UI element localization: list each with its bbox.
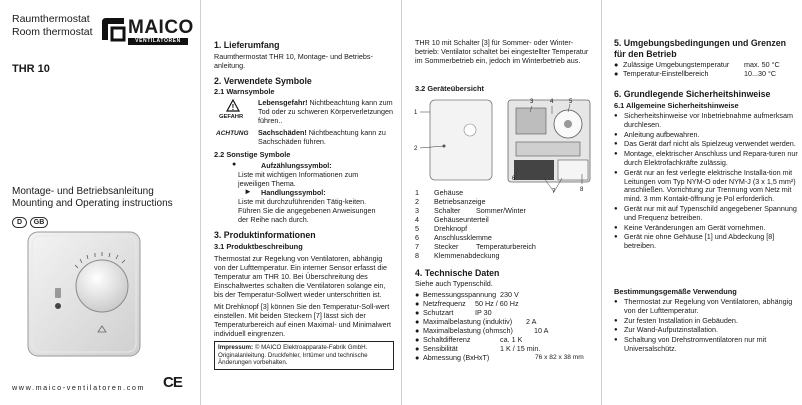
parts-legend — [415, 188, 595, 260]
danger-text: Nichtbeachtung kann zum Tod oder zu schweren Körperverletzungen führen.. — [258, 98, 394, 125]
part-name: Anschlussklemme — [434, 233, 492, 242]
column-4 — [601, 0, 802, 405]
danger-bold: Lebensgefahr! — [258, 98, 308, 107]
attention-description — [258, 128, 394, 146]
impressum-text: © MAICO Elektroapparate-Fabrik GmbH. Originalanleitung. Druckfehler, Irrtümer und technische Änderungen vorbehalten. — [218, 344, 368, 367]
callout-8: 8 — [580, 187, 584, 193]
part-name: Schalter — [434, 206, 461, 215]
part-num: 5 — [415, 224, 419, 233]
spec-value: 50 Hz / 60 Hz — [475, 299, 519, 308]
safety-list — [614, 112, 800, 252]
manual-title-de: Montage- und Betriebsanleitung — [12, 186, 154, 197]
spec-value: ca. 1 K — [500, 335, 523, 344]
section-5-title: 5. Umgebungsbedingungen und Grenzen für den Betrieb — [614, 38, 787, 59]
section-3-title: 3. Produktinformationen — [214, 230, 316, 240]
part-num: 4 — [415, 215, 419, 224]
spec-row: ● Netzfrequenz 50 Hz / 60 Hz — [415, 299, 519, 308]
safety-item: ● Anleitung aufbewahren. — [614, 131, 800, 140]
attention-bold: Sachschäden! — [258, 128, 307, 137]
safety-item: ● Gerät nur mit auf Typenschild angegebener Spannung und Frequenz betreiben. — [614, 205, 800, 223]
use-item: ● Zur Wand-Aufputzinstallation. — [614, 326, 800, 335]
section-3-2-title: 3.2 Geräteübersicht — [415, 84, 485, 93]
spec-value: 10 A — [534, 326, 549, 335]
section-2-2-title: 2.2 Sonstige Symbole — [214, 150, 291, 159]
callout-4: 4 — [550, 99, 554, 105]
part-num: 8 — [415, 251, 419, 260]
spec-label: Netzfrequenz — [423, 299, 466, 308]
callout-1: 1 — [414, 110, 418, 116]
column-2 — [200, 0, 400, 405]
part-row — [415, 206, 595, 215]
part-row — [415, 242, 595, 251]
callout-7: 7 — [552, 189, 556, 194]
manual-title-en: Mounting and Operating instructions — [12, 198, 173, 209]
intended-use-list — [614, 298, 800, 355]
section-1-text: Raumthermostat THR 10, Montage- und Betriebs-anleitung. — [214, 52, 373, 70]
list-symbol-bold: Aufzählungssymbol: — [261, 161, 332, 170]
env-label: Zulässige Umgebungstemperatur — [623, 60, 730, 69]
part-extra: Sommer/Winter — [476, 206, 526, 215]
spec-label: Maximalbelastung (ohmsch) — [423, 326, 513, 335]
lang-badge-d: D — [12, 217, 27, 228]
spec-row: ● Sensibilität 1 K / 15 min. — [415, 344, 541, 353]
spec-label: Schaltdifferenz — [423, 335, 471, 344]
spec-value: 230 V — [500, 290, 519, 299]
section-6-1-title: 6.1 Allgemeine Sicherheitshinweise — [614, 101, 739, 110]
part-row — [415, 224, 595, 233]
section-2-1-title: 2.1 Warnsymbole — [214, 87, 275, 96]
brand-sub: VENTILATOREN — [128, 38, 188, 45]
spec-value: IP 30 — [475, 308, 492, 317]
safety-item: ● Sicherheitshinweise vor Inbetriebnahme aufmerksam durchlesen. — [614, 112, 800, 130]
part-extra: Temperaturbereich — [476, 242, 536, 251]
env-value: max. 50 °C — [744, 60, 780, 69]
part-name: Stecker — [434, 242, 459, 251]
warning-triangle-icon — [226, 99, 240, 112]
spec-row: ● Maximalbelastung (induktiv) 2 A — [415, 317, 537, 326]
spec-row: ● Abmessung (BxHxT) 76 x 82 x 38 mm — [415, 353, 584, 362]
maico-logo-mark-icon — [100, 16, 126, 42]
spec-label: Schutzart — [423, 308, 454, 317]
lang-badge-gb: GB — [30, 217, 48, 228]
spec-label: Bemessungsspannung — [423, 290, 497, 299]
use-item: ● Schaltung von Drehstromventilatoren nur mit Universalschütz. — [614, 336, 800, 354]
spec-value: 2 A — [526, 317, 537, 326]
part-name: Betriebsanzeige — [434, 197, 486, 206]
intro-text: THR 10 mit Schalter [3] für Sommer- oder Winter-betrieb: Ventilator schaltet bei eingestellter Temperatur im Sommerbetrieb ein, jedoch im Winterbetrieb aus. — [415, 38, 589, 65]
env-row: ● Temperatur-Einstellbereich 10...30 °C — [614, 69, 777, 78]
safety-item: ● Gerät nur an fest verlegte elektrische Installa-tion mit Leitungen vom Typ NYM-O oder NYM-J (3 x 1,5 mm²) anschließen. Vorrichtung zur Trennung vom Netz mit mind. 3 mm Kontakt-öffnung je Pol erforderlich. — [614, 169, 800, 204]
part-num: 6 — [415, 233, 419, 242]
spec-row: ● Schaltdifferenz ca. 1 K — [415, 335, 523, 344]
part-row — [415, 188, 595, 197]
safety-item: ● Keine Veränderungen am Gerät vornehmen. — [614, 224, 800, 233]
attention-label: ACHTUNG — [216, 130, 249, 137]
language-badges — [12, 211, 51, 229]
use-item: ● Zur festen Installation in Gebäuden. — [614, 317, 800, 326]
danger-description — [258, 98, 394, 125]
spec-label: Maximalbelastung (induktiv) — [423, 317, 513, 326]
env-label: Temperatur-Einstellbereich — [623, 69, 709, 78]
section-6-title: 6. Grundlegende Sicherheitshinweise — [614, 89, 771, 99]
safety-item: ● Das Gerät darf nicht als Spielzeug verwendet werden. — [614, 140, 800, 149]
impressum-bold: Impressum: — [218, 344, 254, 351]
part-num: 1 — [415, 188, 419, 197]
title-de: Raumthermostat — [12, 13, 90, 25]
part-name: Drehknopf — [434, 224, 468, 233]
cover-column — [0, 0, 200, 405]
callout-2: 2 — [414, 146, 418, 152]
spec-row: ● Maximalbelastung (ohmsch) 10 A — [415, 326, 549, 335]
env-row: ● Zulässige Umgebungstemperatur max. 50 °C — [614, 60, 780, 69]
part-row — [415, 215, 595, 224]
device-overview-diagram — [412, 94, 598, 194]
env-list — [614, 60, 802, 78]
part-row — [415, 251, 595, 260]
website-url[interactable]: www.maico-ventilatoren.com — [12, 383, 146, 392]
spec-row: ● Bemessungsspannung 230 V — [415, 290, 519, 299]
part-row — [415, 197, 595, 206]
spec-value: 76 x 82 x 38 mm — [535, 354, 584, 361]
action-symbol-bold: Handlungssymbol: — [261, 188, 326, 197]
part-row — [415, 233, 595, 242]
ce-mark: CE — [163, 374, 182, 391]
part-name: Klemmenabdeckung — [434, 251, 500, 260]
attention-text: Nichtbeachtung kann zu Sachschäden führen. — [258, 128, 386, 146]
list-symbol-text: Liste mit wichtigen Informationen zum jeweiligen Thema. — [238, 170, 359, 188]
danger-label: GEFAHR — [219, 114, 244, 120]
spec-value: 1 K / 15 min. — [500, 344, 541, 353]
part-num: 7 — [415, 242, 419, 251]
maico-logo — [100, 14, 194, 54]
spec-row: ● Schutzart IP 30 — [415, 308, 492, 317]
bullet-symbol-icon: ● — [232, 161, 237, 168]
section-3-1-paragraph-1: Thermostat zur Regelung von Ventilatoren, abhängig von der Lufttemperatur. Ein interner Sensor erfasst die Temperatur am THR 10. Bei Überschreitung des Einschaltwertes schalten die Ventilatoren solange ein, bis der Temperatur-Sollwert wieder unterschritten ist. — [214, 254, 387, 299]
section-4-title: 4. Technische Daten — [415, 268, 500, 278]
action-symbol-icon: ► — [244, 187, 252, 196]
section-4-subtitle: Siehe auch Typenschild. — [415, 279, 493, 288]
intended-use-title: Bestimmungsgemäße Verwendung — [614, 287, 737, 296]
spec-label: Sensibilität — [423, 344, 458, 353]
part-num: 3 — [415, 206, 419, 215]
callout-3: 3 — [530, 99, 534, 105]
section-3-1-paragraph-2: Mit Drehknopf [3] können Sie den Temperatur-Soll-wert einstellen. Mit beiden Steckern [7] lässt sich der Temperaturbereich auf einen Maximal- und Minimalwert individuell eingrenzen. — [214, 302, 391, 338]
section-3-1-title: 3.1 Produktbeschreibung — [214, 242, 303, 251]
callout-5: 5 — [569, 99, 573, 105]
spec-list — [415, 290, 600, 362]
action-symbol-text: Liste mit durchzuführenden Tätig-keiten. Führen Sie die angegebenen Anweisungen der Reihe nach durch. — [238, 197, 376, 224]
svg-text:!: ! — [231, 103, 235, 112]
env-value: 10...30 °C — [744, 69, 777, 78]
impressum-box — [214, 341, 394, 370]
safety-item: ● Montage, elektrischer Anschluss und Repara-turen nur durch Elektrofachkräfte zulässig. — [614, 150, 800, 168]
section-1-title: 1. Lieferumfang — [214, 40, 280, 50]
thermostat-photo — [18, 228, 146, 363]
safety-item: ● Gerät nie ohne Gehäuse [1] und Abdeckung [8] betreiben. — [614, 233, 800, 251]
column-3 — [401, 0, 601, 405]
callout-6: 6 — [512, 176, 516, 182]
model-title: THR 10 — [12, 63, 50, 75]
section-2-title: 2. Verwendete Symbole — [214, 76, 312, 86]
part-name: Gehäuse — [434, 188, 464, 197]
part-name: Gehäuseunterteil — [434, 215, 489, 224]
spec-label: Abmessung (BxHxT) — [423, 353, 490, 362]
part-num: 2 — [415, 197, 419, 206]
use-item: ● Thermostat zur Regelung von Ventilatoren, abhängig von der Lufttemperatur. — [614, 298, 800, 316]
brand-name: MAICO — [128, 17, 194, 38]
title-en: Room thermostat — [12, 26, 93, 38]
